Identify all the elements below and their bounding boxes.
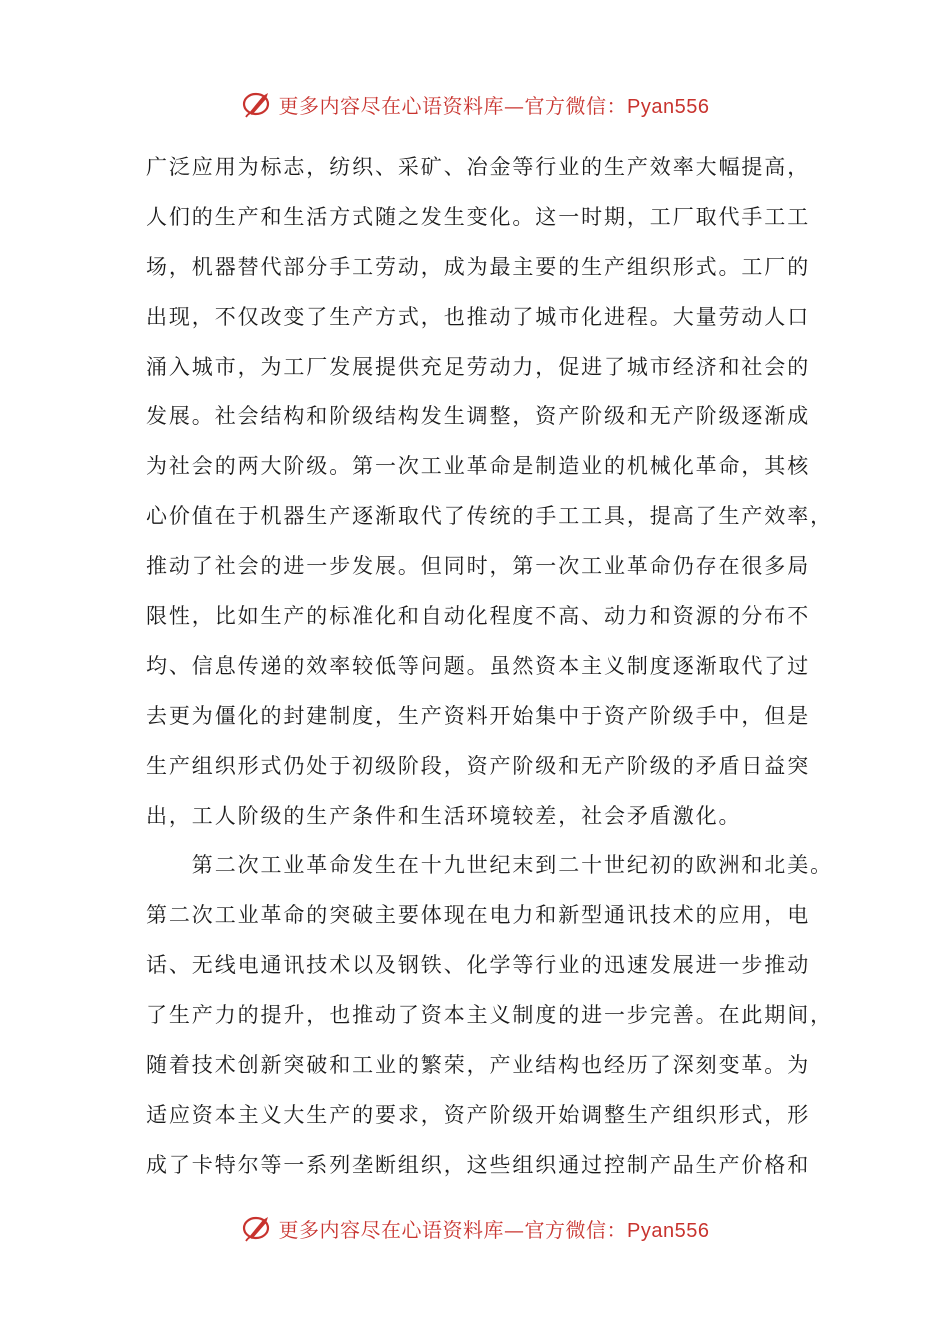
document-body — [146, 143, 833, 1191]
text-line: 限性，比如生产的标准化和自动化程度不高、动力和资源的分布不 — [146, 604, 811, 629]
text-line: 推动了社会的进一步发展。但同时，第一次工业革命仍存在很多局 — [146, 554, 811, 579]
text-line: 第二次工业革命的突破主要体现在电力和新型通讯技术的应用，电 — [146, 903, 811, 928]
footer-banner — [0, 1208, 950, 1248]
text-line: 了生产力的提升，也推动了资本主义制度的进一步完善。在此期间， — [146, 1003, 833, 1028]
text-line: 发展。社会结构和阶级结构发生调整，资产阶级和无产阶级逐渐成 — [146, 404, 811, 429]
text-line: 均、信息传递的效率较低等问题。虽然资本主义制度逐渐取代了过 — [146, 653, 811, 678]
pen-nib-logo-icon — [241, 87, 275, 121]
text-line: 成了卡特尔等一系列垄断组织，这些组织通过控制产品生产价格和 — [146, 1152, 811, 1177]
text-line: 心价值在于机器生产逐渐取代了传统的手工工具，提高了生产效率， — [146, 504, 833, 529]
text-line: 适应资本主义大生产的要求，资产阶级开始调整生产组织形式，形 — [146, 1102, 811, 1127]
text-line: 广泛应用为标志，纺织、采矿、冶金等行业的生产效率大幅提高， — [146, 155, 811, 179]
text-line: 随着技术创新突破和工业的繁荣，产业结构也经历了深刻变革。为 — [146, 1053, 811, 1078]
header-banner — [0, 84, 950, 124]
text-line: 为社会的两大阶级。第一次工业革命是制造业的机械化革命，其核 — [146, 454, 811, 479]
text-line: 涌入城市，为工厂发展提供充足劳动力，促进了城市经济和社会的 — [146, 354, 811, 379]
text-line: 去更为僵化的封建制度，生产资料开始集中于资产阶级手中，但是 — [146, 703, 811, 728]
text-line: 出现，不仅改变了生产方式，也推动了城市化进程。大量劳动人口 — [146, 304, 811, 329]
text-line: 话、无线电通讯技术以及钢铁、化学等行业的迅速发展进一步推动 — [146, 953, 811, 978]
footer-wechat-id: Pyan556 — [627, 1219, 710, 1242]
text-line: 出，工人阶级的生产条件和生活环境较差，社会矛盾激化。 — [146, 803, 742, 828]
pen-nib-logo-icon — [241, 1211, 275, 1245]
header-banner-text: 更多内容尽在心语资料库—官方微信：Pyan556 — [278, 93, 710, 118]
paragraph-start-line: 第二次工业革命发生在十九世纪末到二十世纪初的欧洲和北美。 — [146, 853, 833, 878]
text-line: 生产组织形式仍处于初级阶段，资产阶级和无产阶级的矛盾日益突 — [146, 753, 811, 778]
text-line: 人们的生产和生活方式随之发生变化。这一时期，工厂取代手工工 — [146, 204, 811, 229]
header-wechat-id: Pyan556 — [627, 95, 710, 118]
footer-banner-text: 更多内容尽在心语资料库—官方微信：Pyan556 — [278, 1217, 710, 1242]
text-line: 场，机器替代部分手工劳动，成为最主要的生产组织形式。工厂的 — [146, 254, 811, 279]
